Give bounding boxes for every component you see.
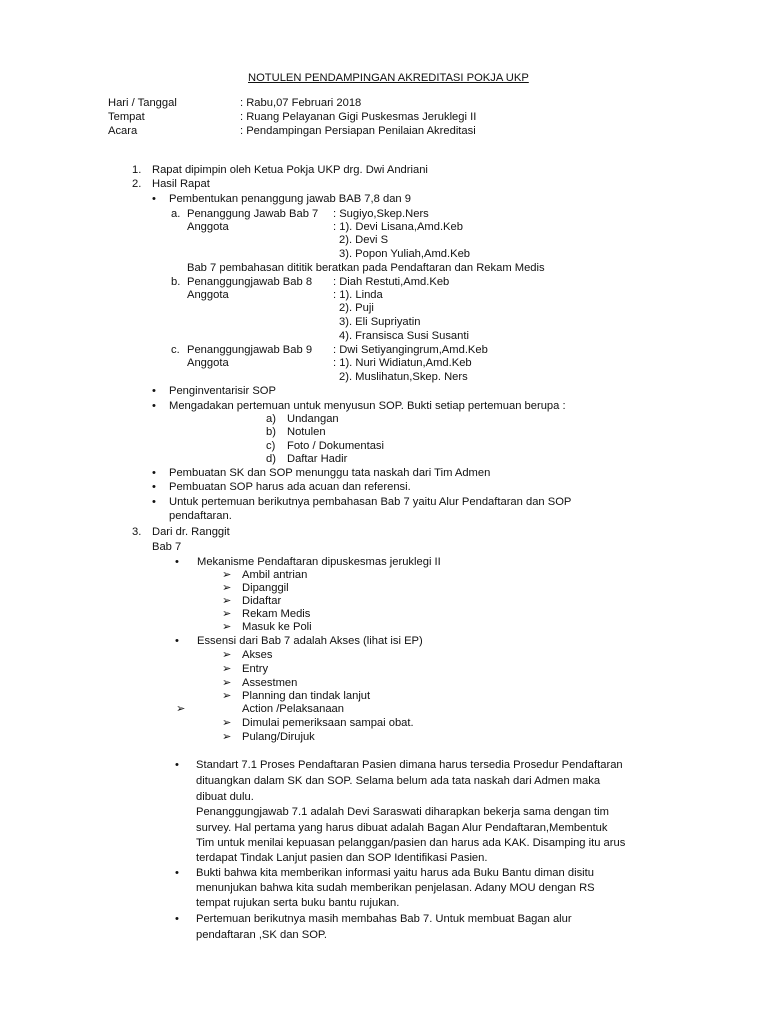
document-title: NOTULEN PENDAMPINGAN AKREDITASI POKJA UKP	[248, 72, 529, 84]
number-marker: 2.	[132, 178, 142, 190]
bullet-text: Mekanisme Pendaftaran dipuskesmas jeruklegi II	[197, 556, 441, 568]
header-label-place: Tempat	[108, 111, 145, 123]
header-value-date: : Rabu,07 Februari 2018	[240, 97, 362, 109]
arrow-icon: ➢	[222, 595, 232, 607]
paragraph-line: Penanggungjawab 7.1 adalah Devi Saraswati diharapkan bekerja sama dengan tim	[196, 806, 609, 818]
letter-marker: b.	[171, 276, 181, 288]
anggota-label: Anggota	[187, 221, 229, 233]
pj-bab9-label: Penanggungjawab Bab 9	[187, 344, 313, 356]
letter-marker: b)	[266, 426, 276, 438]
arrow-icon: ➢	[222, 677, 232, 689]
member-line: 2). Puji	[339, 302, 374, 314]
letter-marker: c.	[171, 344, 180, 356]
paragraph-line: Bukti bahwa kita memberikan informasi yaitu harus ada Buku Bantu diman disitu	[196, 867, 594, 879]
member-line: 4). Fransisca Susi Susanti	[339, 330, 469, 342]
bullet-text: Penginventarisir SOP	[169, 385, 276, 397]
bullet-icon: •	[175, 556, 179, 568]
bab7-note: Bab 7 pembahasan dititik beratkan pada Pendaftaran dan Rekam Medis	[187, 262, 545, 274]
arrow-icon: ➢	[222, 569, 232, 581]
bullet-icon: •	[152, 467, 156, 479]
bullet-icon: •	[175, 635, 179, 647]
paragraph-line: menunjukan bahwa kita sudah memberikan penjelasan. Adany MOU dengan RS	[196, 882, 595, 894]
paragraph-line: Pertemuan berikutnya masih membahas Bab 7. Untuk membuat Bagan alur	[196, 913, 572, 925]
arrow-icon: ➢	[222, 621, 232, 633]
list-item: Notulen	[287, 426, 326, 438]
pj-bab8-label: Penanggungjawab Bab 8	[187, 276, 313, 288]
arrow-icon: ➢	[222, 649, 232, 661]
paragraph-line: pendaftaran ,SK dan SOP.	[196, 929, 328, 941]
arrow-item: Masuk ke Poli	[242, 621, 312, 633]
arrow-icon: ➢	[222, 717, 232, 729]
list-item-1: Rapat dipimpin oleh Ketua Pokja UKP drg. Dwi Andriani	[152, 164, 428, 176]
member-line: 3). Popon Yuliah,Amd.Keb	[339, 248, 471, 260]
member-line: 2). Muslihatun,Skep. Ners	[339, 371, 468, 383]
bullet-text: Essensi dari Bab 7 adalah Akses (lihat isi EP)	[197, 635, 423, 647]
letter-marker: a.	[171, 208, 181, 220]
bullet-icon: •	[152, 481, 156, 493]
member-line: 3). Eli Supriyatin	[339, 316, 421, 328]
list-item: Daftar Hadir	[287, 453, 348, 465]
paragraph-line: Tim untuk menilai kepuasan pelanggan/pasien dan harus ada KAK. Disamping itu arus	[196, 837, 626, 849]
pj-bab9-value: : Dwi Setiyangingrum,Amd.Keb	[333, 344, 488, 356]
arrow-item: Dimulai pemeriksaan sampai obat.	[242, 717, 414, 729]
bullet-icon: •	[175, 913, 179, 925]
letter-marker: c)	[266, 440, 276, 452]
arrow-icon: ➢	[222, 663, 232, 675]
bullet-text-cont: pendaftaran.	[169, 510, 232, 522]
arrow-icon: ➢	[222, 690, 232, 702]
arrow-item: Assestmen	[242, 677, 298, 689]
arrow-item: Didaftar	[242, 595, 282, 607]
arrow-icon: ➢	[176, 703, 186, 715]
list-item-3: Dari dr. Ranggit	[152, 526, 230, 538]
arrow-item: Rekam Medis	[242, 608, 311, 620]
number-marker: 3.	[132, 526, 142, 538]
member-line: 2). Devi S	[339, 234, 389, 246]
header-value-agenda: : Pendampingan Persiapan Penilaian Akreditasi	[240, 125, 476, 137]
letter-marker: d)	[266, 453, 276, 465]
pj-bab8-value: : Diah Restuti,Amd.Keb	[333, 276, 450, 288]
bullet-text: Pembentukan penanggung jawab BAB 7,8 dan 9	[169, 193, 411, 205]
list-item: Undangan	[287, 413, 339, 425]
arrow-item: Ambil antrian	[242, 569, 308, 581]
bullet-text: Untuk pertemuan berikutnya pembahasan Bab 7 yaitu Alur Pendaftaran dan SOP	[169, 496, 572, 508]
pj-bab7-value: : Sugiyo,Skep.Ners	[333, 208, 429, 220]
arrow-icon: ➢	[222, 608, 232, 620]
arrow-item: Planning dan tindak lanjut	[242, 690, 371, 702]
header-label-agenda: Acara	[108, 125, 138, 137]
bullet-text: Pembuatan SOP harus ada acuan dan referensi.	[169, 481, 411, 493]
bullet-icon: •	[152, 400, 156, 412]
list-item: Foto / Dokumentasi	[287, 440, 385, 452]
arrow-icon: ➢	[222, 582, 232, 594]
paragraph-line: survey. Hal pertama yang harus dibuat adalah Bagan Alur Pendaftaran,Membentuk	[196, 822, 608, 834]
bullet-icon: •	[175, 867, 179, 879]
arrow-item: Akses	[242, 649, 273, 661]
member-line: : 1). Nuri Widiatun,Amd.Keb	[333, 357, 472, 369]
paragraph-line: dituangkan dalam SK dan SOP. Selama belum ada tata naskah dari Admen maka	[196, 775, 601, 787]
arrow-icon: ➢	[222, 731, 232, 743]
bab7-heading: Bab 7	[152, 541, 182, 553]
anggota-label: Anggota	[187, 357, 229, 369]
anggota-label: Anggota	[187, 289, 229, 301]
header-value-place: : Ruang Pelayanan Gigi Puskesmas Jeruklegi II	[240, 111, 477, 123]
letter-marker: a)	[266, 413, 276, 425]
arrow-item: Entry	[242, 663, 269, 675]
header-label-date: Hari / Tanggal	[108, 97, 177, 109]
bullet-icon: •	[152, 496, 156, 508]
pj-bab7-label: Penanggung Jawab Bab 7	[187, 208, 319, 220]
paragraph-line: dibuat dulu.	[196, 791, 254, 803]
bullet-icon: •	[152, 385, 156, 397]
list-item-2: Hasil Rapat	[152, 178, 210, 190]
paragraph-line: Standart 7.1 Proses Pendaftaran Pasien dimana harus tersedia Prosedur Pendaftaran	[196, 759, 623, 771]
member-line: : 1). Linda	[333, 289, 383, 301]
bullet-icon: •	[175, 759, 179, 771]
arrow-item: Action /Pelaksanaan	[242, 703, 344, 715]
bullet-icon: •	[152, 193, 156, 205]
paragraph-line: tempat rujukan serta buku bantu rujukan.	[196, 897, 400, 909]
member-line: : 1). Devi Lisana,Amd.Keb	[333, 221, 463, 233]
arrow-item: Dipanggil	[242, 582, 289, 594]
number-marker: 1.	[132, 164, 142, 176]
bullet-text: Mengadakan pertemuan untuk menyusun SOP. Bukti setiap pertemuan berupa :	[169, 400, 566, 412]
bullet-text: Pembuatan SK dan SOP menunggu tata naskah dari Tim Admen	[169, 467, 491, 479]
arrow-item: Pulang/Dirujuk	[242, 731, 315, 743]
paragraph-line: terdapat Tindak Lanjut pasien dan SOP Identifikasi Pasien.	[196, 852, 488, 864]
